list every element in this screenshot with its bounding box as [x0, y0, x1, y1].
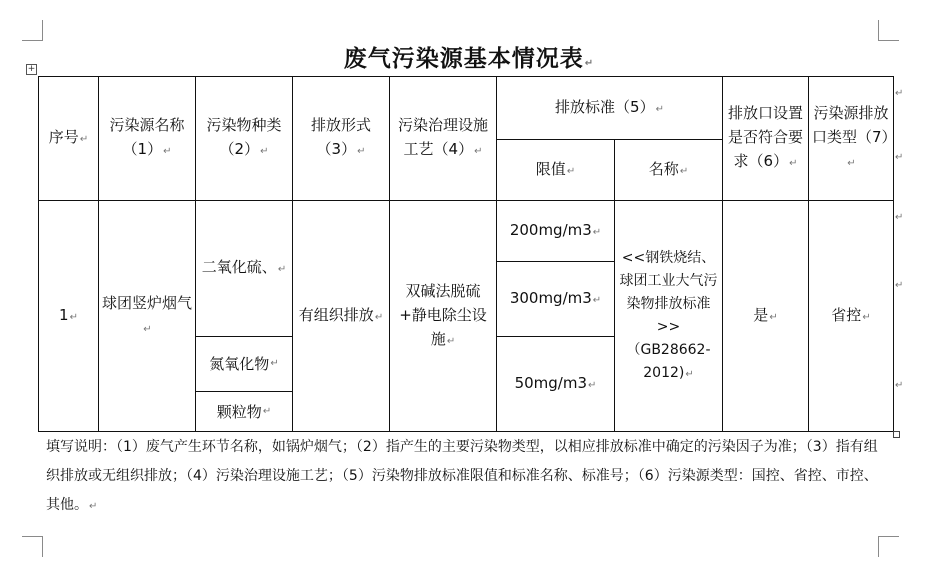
crop-mark-bottom-right: [878, 536, 899, 557]
cell-pollutant-pm: 颗粒物 ↵: [216, 402, 272, 421]
cell-treatment-process: 双碱法脱硫+静电除尘设施↵: [390, 201, 497, 432]
cell-limit-3: 50mg/m3↵: [497, 337, 615, 432]
header-standard: 排放标准（5）↵: [497, 77, 723, 140]
header-discharge-form: 排放形式（3）↵: [293, 77, 390, 201]
crop-mark-bottom-left: [22, 536, 43, 557]
header-pollutant-type: 污染物种类（2）↵: [196, 77, 293, 201]
fill-instructions: 填写说明：（1）废气产生环节名称，如锅炉烟气；（2）指产生的主要污染物类型，以相应排放标准中确定的污染因子为准；（3）指有组织排放或无组织排放；（4）污染治理设施工艺；（5）污染物排放标准限值和标准名称、标准号；（6）污染源类型：国控、省控、市控、其他。↵: [46, 439, 878, 513]
cell-discharge-form: 有组织排放↵: [293, 201, 390, 432]
row-end-mark: ↵: [895, 380, 904, 391]
cell-standard-name: <<钢铁烧结、球团工业大气污染物排放标准>>（GB28662-2012)↵: [615, 201, 723, 432]
header-outlet-compliance: 排放口设置是否符合要求（6）↵: [723, 77, 809, 201]
header-limit: 限值↵: [497, 140, 615, 201]
header-treatment-process: 污染治理设施工艺（4）↵: [390, 77, 497, 201]
cell-limit-2: 300mg/m3↵: [497, 262, 615, 337]
cell-limit-1: 200mg/m3↵: [497, 201, 615, 262]
crop-mark-top-right: [878, 20, 899, 41]
row-end-mark: ↵: [895, 152, 904, 163]
header-source-name: 污染源名称（1）↵: [99, 77, 196, 201]
header-outlet-type: 污染源排放口类型（7）↵: [809, 77, 894, 201]
row-end-mark: ↵: [895, 280, 904, 291]
row-end-mark: ↵: [895, 212, 904, 223]
cell-source-name: 球团竖炉烟气↵: [99, 201, 196, 432]
header-seq: 序号↵: [39, 77, 99, 201]
header-standard-name: 名称↵: [615, 140, 723, 201]
cell-seq: 1↵: [39, 201, 99, 432]
table-resize-handle[interactable]: [893, 431, 900, 438]
row-end-mark: ↵: [895, 88, 904, 99]
cell-pollutant-nox-pm: [196, 337, 293, 432]
table-move-handle-icon[interactable]: +: [27, 64, 36, 74]
cell-outlet-type: 省控↵: [809, 201, 894, 432]
cell-pollutant-so2: 二氧化硫、↵: [196, 201, 293, 337]
pollution-source-table: [38, 76, 897, 432]
cell-outlet-compliance: 是↵: [723, 201, 809, 432]
crop-mark-top-left: [22, 20, 43, 41]
document-title: 废气污染源基本情况表↵: [343, 46, 595, 72]
cell-pollutant-nox: 氮氧化物 ↵: [196, 337, 292, 392]
